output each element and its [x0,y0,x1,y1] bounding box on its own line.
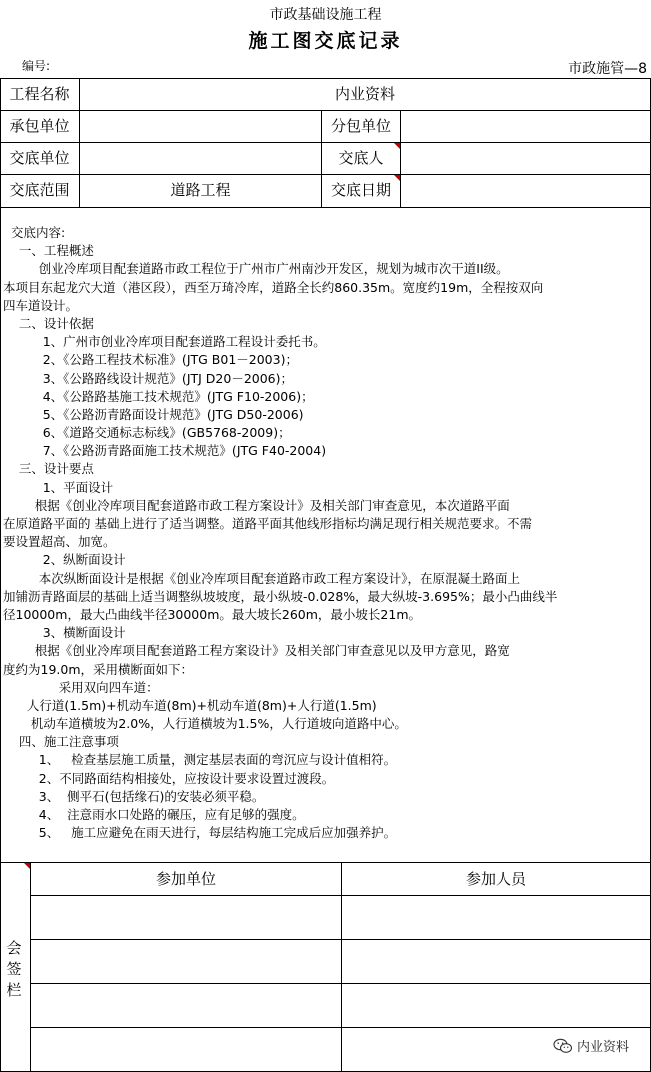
content-line: 本次纵断面设计是根据《创业冷库项目配套道路市政工程方案设计》，在原混凝土路面上 [3,570,521,586]
watermark [553,1036,629,1055]
signoff-unit-header: 参加单位 [155,870,216,888]
super-title: 市政基础设施工程 [269,7,382,23]
content-border [0,207,1,862]
content-line: 机动车道横坡为2.0%，人行道横坡为1.5%，人行道坡向道路中心。 [3,716,407,732]
page-title: 施工图交底记录 [248,30,403,52]
handover-date-label: 交底日期 [330,181,391,199]
content-line: 5、《公路沥青路面设计规范》(JTG D50-2006) [3,406,304,422]
number-label: 编号: [22,59,51,73]
form-code: 市政施管—8 [568,61,647,77]
content-line: 本项目东起龙穴大道（港区段），西至万琦冷库，道路全长约860.35m。宽度约19m，全程按双向 [3,279,544,295]
handover-scope-label: 交底范围 [9,181,70,199]
content-line: 5、 施工应避免在雨天进行，每层结构施工完成后应加强养护。 [3,825,397,841]
content-line: 3、横断面设计 [3,625,126,641]
project-name-label: 工程名称 [9,85,70,103]
table-line [0,142,651,143]
content-line: 采用双向四车道： [3,679,159,695]
table-line [0,78,651,79]
content-line: 根据《创业冷库项目配套道路市政工程方案设计》及相关部门审查意见，本次道路平面 [3,497,510,513]
signoff-side-label: 会 签 栏 [6,939,22,999]
content-line: 径10000m，最大凸曲线半径30000m。最大坡长260m，最小坡长21m。 [3,606,422,622]
handover-unit-label: 交底单位 [9,149,70,167]
content-line: 7、《公路沥青路面施工技术规范》(JTG F40-2004) [3,443,327,459]
content-line: 交底内容: [3,225,66,240]
content-line: 6、《道路交通标志标线》(GB5768-2009)； [3,425,291,441]
content-line: 加铺沥青路面层的基础上适当调整纵坡坡度，最小纵坡-0.028%，最大纵坡-3.695%；最小凸曲线半 [3,588,558,604]
project-name-value: 内业资料 [334,85,395,103]
table-line [341,862,342,1072]
content-line: 创业冷库项目配套道路市政工程位于广州市广州南沙开发区，规划为城市次干道II级。 [3,261,509,277]
content-line: 2、《公路工程技术标准》(JTG B01－2003)； [3,352,298,368]
subcontractor-label: 分包单位 [330,117,391,135]
handover-content [3,224,649,842]
content-line: 3、《公路路线设计规范》(JTJ D20－2006)； [3,370,294,386]
content-line: 度约为19.0m，采用横断面如下： [3,661,194,677]
signoff-person-header: 参加人员 [465,870,526,888]
handover-person-label: 交底人 [338,149,384,167]
comment-marker [24,863,30,869]
comment-marker [394,143,400,149]
content-line: 要设置超高、加宽。 [3,534,116,550]
comment-marker [394,175,400,181]
content-line: 一、工程概述 [3,243,94,259]
table-line [0,174,651,175]
handover-scope-value: 道路工程 [170,181,231,199]
content-line: 1、平面设计 [3,479,114,495]
content-line: 在原道路平面的 基础上进行了适当调整。道路平面其他线形指标均满足现行相关规范要求。不需 [3,516,532,531]
content-line: 四、施工注意事项 [3,734,119,750]
content-line: 3、 侧平石(包括缘石)的安装必须平稳。 [3,788,265,804]
table-line [400,110,401,208]
content-line: 四车道设计。 [3,297,79,313]
watermark-text: 内业资料 [576,1040,629,1055]
content-line: 三、设计要点 [3,461,94,477]
content-line: 根据《创业冷库项目配套道路工程方案设计》及相关部门审查意见以及甲方意见，路宽 [3,643,510,659]
table-line [0,110,651,111]
content-line: 人行道(1.5m)+机动车道(8m)+机动车道(8m)+人行道(1.5m) [3,697,377,713]
content-line: 2、不同路面结构相接处，应按设计要求设置过渡段。 [3,770,335,786]
table-line [30,862,31,1072]
content-line: 2、纵断面设计 [3,552,126,568]
content-border [0,862,651,863]
content-line: 二、设计依据 [3,315,94,331]
content-line: 1、广州市创业冷库项目配套道路工程设计委托书。 [3,334,326,350]
table-line [0,207,651,208]
content-line: 4、《公路路基施工技术规范》(JTG F10-2006)； [3,388,314,404]
wechat-icon [553,1038,573,1054]
contractor-label: 承包单位 [9,117,70,135]
content-line: 1、 检查基层施工质量，测定基层表面的弯沉应与设计值相符。 [3,752,397,768]
content-line: 4、 注意雨水口处路的碾压，应有足够的强度。 [3,807,305,822]
table-line [0,862,1,1072]
